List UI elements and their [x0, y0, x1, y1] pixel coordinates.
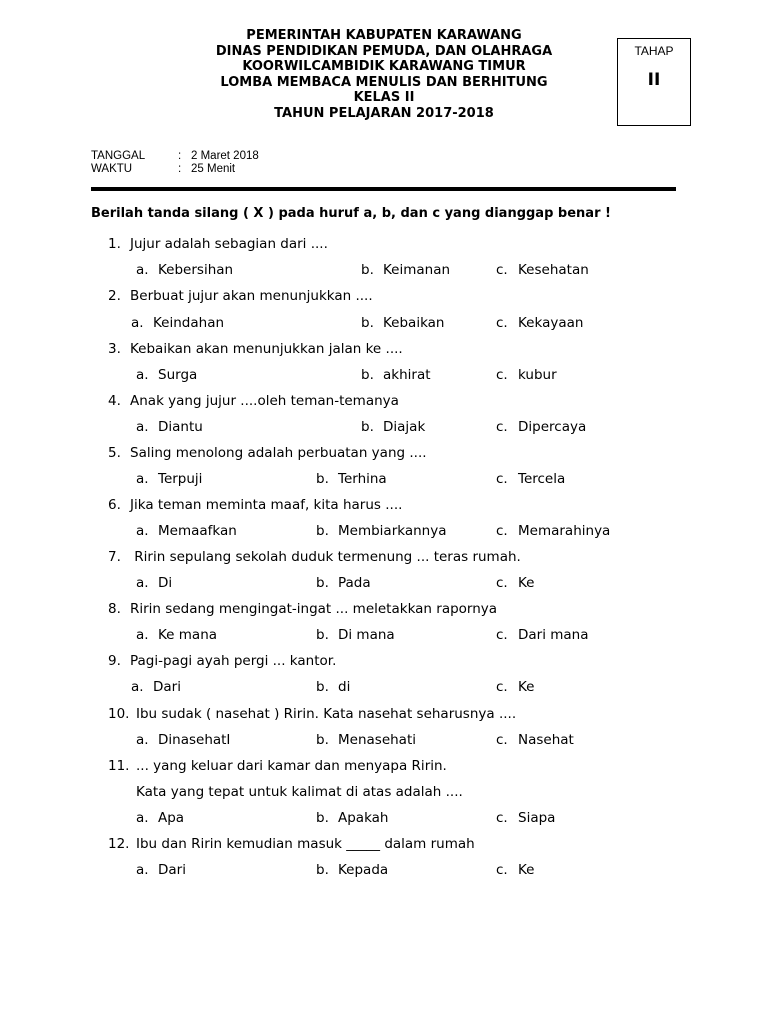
option-8a[interactable] — [136, 627, 217, 643]
option-5c[interactable] — [496, 471, 565, 487]
question-7 — [108, 549, 521, 565]
question-number: 10. — [108, 706, 130, 722]
question-text: Ibu dan Ririn kemudian masuk _____ dalam rumah — [136, 836, 475, 852]
option-1a[interactable] — [136, 262, 233, 278]
option-text: Diantu — [158, 419, 203, 435]
option-6c[interactable] — [496, 523, 610, 539]
option-letter: c. — [496, 315, 508, 331]
option-letter: b. — [316, 810, 329, 826]
question-11 — [108, 758, 447, 774]
question-9 — [108, 653, 336, 669]
option-text: Diajak — [383, 419, 426, 435]
option-text: Keindahan — [153, 315, 225, 331]
option-text: kubur — [518, 367, 557, 383]
option-3a[interactable] — [136, 367, 197, 383]
option-10a[interactable] — [136, 732, 230, 748]
option-text: di — [338, 679, 351, 695]
tanggal-label: TANGGAL — [91, 150, 146, 162]
option-text: Dari — [158, 862, 186, 878]
option-text: Siapa — [518, 810, 556, 826]
option-letter: a. — [131, 679, 144, 695]
option-letter: c. — [496, 523, 508, 539]
header-line-5: KELAS II — [353, 90, 415, 105]
question-6 — [108, 497, 402, 513]
option-letter: b. — [316, 471, 329, 487]
option-8c[interactable] — [496, 627, 589, 643]
option-letter: b. — [316, 523, 329, 539]
question-text: Ririn sepulang sekolah duduk termenung ... teras rumah. — [130, 549, 521, 565]
question-8 — [108, 601, 497, 617]
header-line-3: KOORWILCAMBIDIK KARAWANG TIMUR — [242, 59, 526, 74]
option-letter: a. — [136, 862, 149, 878]
option-5a[interactable] — [136, 471, 202, 487]
question-11-line-2: Kata yang tepat untuk kalimat di atas adalah .... — [136, 784, 463, 800]
option-letter: c. — [496, 367, 508, 383]
option-letter: b. — [361, 262, 374, 278]
question-text: Jujur adalah sebagian dari .... — [130, 236, 328, 252]
option-letter: c. — [496, 575, 508, 591]
header-divider — [91, 187, 676, 191]
waktu-separator: : — [178, 163, 182, 175]
option-letter: c. — [496, 471, 508, 487]
header-line-2: DINAS PENDIDIKAN PEMUDA, DAN OLAHRAGA — [215, 43, 553, 59]
question-number: 11. — [108, 758, 130, 774]
option-7a[interactable] — [136, 575, 172, 591]
option-text: DinasehatI — [158, 732, 231, 748]
option-letter: a. — [136, 810, 149, 826]
option-letter: b. — [316, 627, 329, 643]
option-letter: a. — [136, 523, 149, 539]
option-3b[interactable] — [361, 367, 431, 383]
option-letter: c. — [496, 679, 508, 695]
tahap-value: II — [647, 70, 661, 90]
option-2a[interactable] — [131, 315, 224, 331]
option-letter: a. — [136, 367, 149, 383]
option-text: Dari — [153, 679, 181, 695]
option-12a[interactable] — [136, 862, 186, 878]
question-number: 7. — [108, 549, 121, 565]
option-7b[interactable] — [316, 575, 371, 591]
document-header — [180, 28, 588, 121]
option-text: Apa — [158, 810, 185, 826]
option-text: Nasehat — [518, 732, 574, 748]
option-letter: c. — [496, 262, 508, 278]
question-5 — [108, 445, 427, 461]
option-5b[interactable] — [316, 471, 387, 487]
tahap-label: TAHAP — [634, 44, 674, 58]
option-letter: c. — [496, 810, 508, 826]
question-number: 4. — [108, 393, 121, 409]
option-2c[interactable] — [496, 315, 583, 331]
option-4b[interactable] — [361, 419, 425, 435]
option-3c[interactable] — [496, 367, 557, 383]
question-12 — [108, 836, 475, 852]
tanggal-value: 2 Maret 2018 — [191, 150, 259, 162]
question-4 — [108, 393, 399, 409]
option-text: Terpuji — [158, 471, 203, 487]
question-10 — [108, 706, 516, 722]
option-letter: b. — [316, 679, 329, 695]
option-text: Terhina — [338, 471, 387, 487]
option-text: Tercela — [518, 471, 566, 487]
option-text: akhirat — [383, 367, 431, 383]
option-10c[interactable] — [496, 732, 574, 748]
question-text: Berbuat jujur akan menunjukkan .... — [130, 288, 373, 304]
question-text: Ririn sedang mengingat-ingat ... meletakkan rapornya — [130, 601, 498, 617]
option-text: Kebersihan — [158, 262, 234, 278]
question-text: ... yang keluar dari kamar dan menyapa Ririn. — [136, 758, 447, 774]
option-letter: a. — [136, 627, 149, 643]
option-11a[interactable] — [136, 810, 184, 826]
option-text: Keimanan — [383, 262, 451, 278]
question-number: 12. — [108, 836, 130, 852]
option-8b[interactable] — [316, 627, 395, 643]
option-text: Kebaikan — [383, 315, 445, 331]
option-letter: a. — [136, 419, 149, 435]
option-letter: a. — [136, 732, 149, 748]
option-text: Memarahinya — [518, 523, 611, 539]
option-text: Apakah — [338, 810, 389, 826]
option-9a[interactable] — [131, 679, 181, 695]
option-text: Kekayaan — [518, 315, 584, 331]
option-7c[interactable] — [496, 575, 535, 591]
option-letter: a. — [131, 315, 144, 331]
option-letter: c. — [496, 627, 508, 643]
waktu-label: WAKTU — [91, 163, 133, 175]
option-text: Menasehati — [338, 732, 416, 748]
question-text: Kebaikan akan menunjukkan jalan ke .... — [130, 341, 403, 357]
tahap-box — [617, 38, 691, 126]
option-11b[interactable] — [316, 810, 389, 826]
option-4c[interactable] — [496, 419, 586, 435]
question-number: 2. — [108, 288, 121, 304]
question-number: 1. — [108, 236, 121, 252]
option-1c[interactable] — [496, 262, 589, 278]
header-line-4: LOMBA MEMBACA MENULIS DAN BERHITUNG — [220, 74, 548, 90]
option-text: Pada — [338, 575, 371, 591]
option-text: Memaafkan — [158, 523, 237, 539]
question-number: 3. — [108, 341, 121, 357]
question-text: Ibu sudak ( nasehat ) Ririn. Kata nasehat seharusnya .... — [136, 706, 517, 722]
option-12c[interactable] — [496, 862, 535, 878]
option-11c[interactable] — [496, 810, 555, 826]
tanggal-separator: : — [178, 150, 182, 162]
option-4a[interactable] — [136, 419, 203, 435]
option-letter: b. — [316, 575, 329, 591]
option-letter: b. — [361, 367, 374, 383]
option-text: Ke mana — [158, 627, 218, 643]
option-letter: c. — [496, 419, 508, 435]
question-2 — [108, 288, 373, 304]
option-text: Dipercaya — [518, 419, 587, 435]
option-6a[interactable] — [136, 523, 237, 539]
option-9c[interactable] — [496, 679, 535, 695]
header-line-1: PEMERINTAH KABUPATEN KARAWANG — [246, 28, 522, 43]
option-text: Ke — [518, 862, 535, 878]
waktu-value: 25 Menit — [191, 163, 236, 175]
option-1b[interactable] — [361, 262, 450, 278]
option-text: Di mana — [338, 627, 395, 643]
option-12b[interactable] — [316, 862, 388, 878]
option-6b[interactable] — [316, 523, 446, 539]
option-text: Ke — [518, 575, 535, 591]
header-line-6: TAHUN PELAJARAN 2017-2018 — [274, 105, 494, 121]
instruction: Berilah tanda silang ( X ) pada huruf a, b, dan c yang dianggap benar ! — [91, 206, 611, 221]
question-text: Saling menolong adalah perbuatan yang .... — [130, 445, 427, 461]
option-text: Surga — [158, 367, 198, 383]
question-number: 9. — [108, 653, 121, 669]
option-letter: b. — [316, 732, 329, 748]
question-3 — [108, 341, 403, 357]
question-number: 5. — [108, 445, 121, 461]
option-9b[interactable] — [316, 679, 350, 695]
option-text: Di — [158, 575, 173, 591]
option-letter: b. — [316, 862, 329, 878]
question-text: Jika teman meminta maaf, kita harus .... — [130, 497, 403, 513]
question-1 — [108, 236, 328, 252]
option-2b[interactable] — [361, 315, 445, 331]
option-text: Kepada — [338, 862, 389, 878]
option-letter: a. — [136, 471, 149, 487]
option-letter: c. — [496, 862, 508, 878]
option-text: Dari mana — [518, 627, 589, 643]
option-text: Membiarkannya — [338, 523, 447, 539]
option-10b[interactable] — [316, 732, 416, 748]
question-text: Anak yang jujur ....oleh teman-temanya — [130, 393, 399, 409]
option-letter: a. — [136, 262, 149, 278]
question-text: Pagi-pagi ayah pergi ... kantor. — [130, 653, 337, 669]
option-letter: b. — [361, 419, 374, 435]
option-letter: a. — [136, 575, 149, 591]
option-letter: c. — [496, 732, 508, 748]
option-text: Ke — [518, 679, 535, 695]
question-number: 6. — [108, 497, 121, 513]
option-letter: b. — [361, 315, 374, 331]
option-text: Kesehatan — [518, 262, 589, 278]
question-number: 8. — [108, 601, 121, 617]
